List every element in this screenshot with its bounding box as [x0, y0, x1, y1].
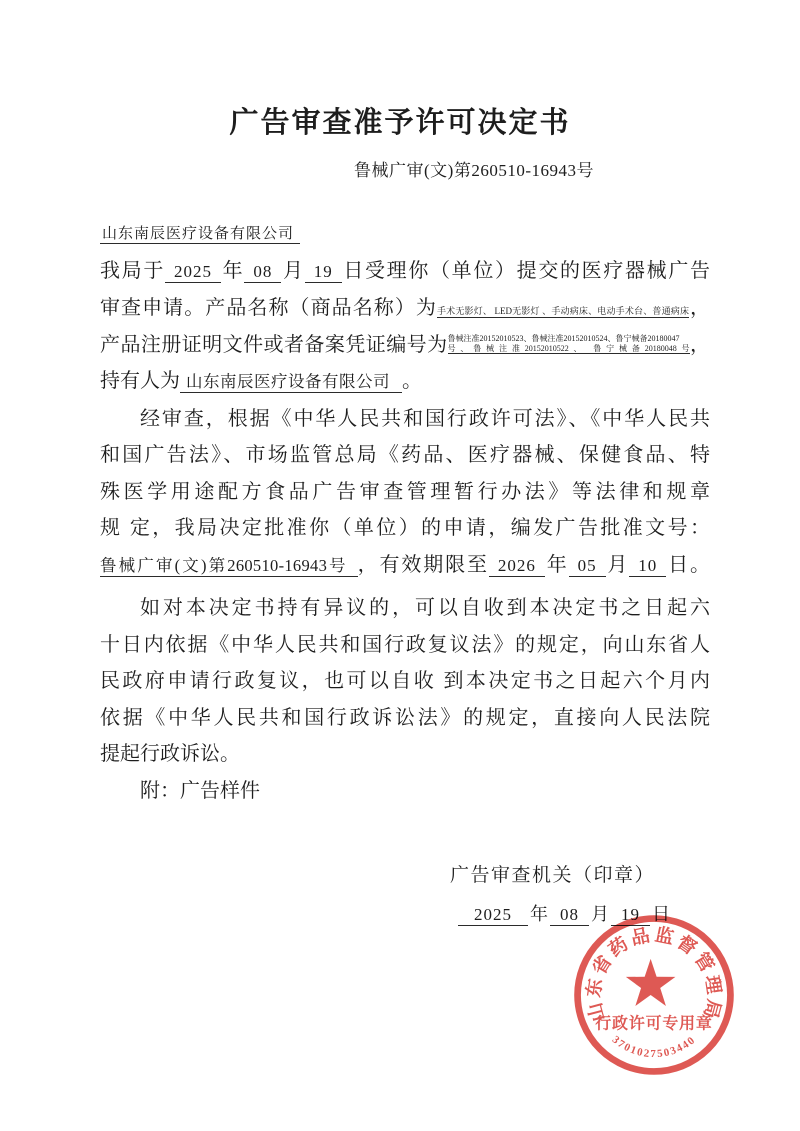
product-names-field: 手术无影灯、 LED无影灯 、手动病床、电动手术台、普通病床 — [436, 306, 689, 316]
text-segment: 我局于 — [100, 259, 165, 282]
seal-code-arc-text: 3701027503440 — [609, 1033, 699, 1061]
sign-year-field: 2025 — [458, 905, 528, 926]
accept-date-line — [100, 253, 710, 291]
expire-day-field: 10 — [629, 556, 666, 577]
official-seal — [570, 911, 738, 1079]
day-label: 日 — [652, 904, 670, 924]
year-label: 年 — [530, 904, 548, 924]
accept-month-field: 08 — [244, 262, 281, 283]
registration-numbers-field: 鲁械注准20152010523、鲁械注准20152010524、鲁宁械备20180047号、鲁械注准20152010522、 鲁宁械备20180048号 — [447, 334, 690, 353]
text-segment: 持有人为 — [100, 370, 180, 392]
body-line: 十日内依据《中华人民共和国行政复议法》的规定，向山东省人 — [100, 633, 710, 656]
body-line: 经审查，根据《中华人民共和国行政许可法》、《中华人民共 — [140, 407, 710, 430]
attachment-line: 附：广告样件 — [140, 779, 260, 802]
body-line: 民政府申请行政复议，也可以自收 到本决定书之日起六个月内 — [100, 670, 710, 692]
approval-number-field: 鲁械广审(文)第260510-16943号 — [100, 556, 358, 577]
holder-line — [100, 363, 710, 401]
expire-year-field: 2026 — [489, 556, 545, 577]
recipient-line — [100, 214, 710, 253]
document-title: 广告审查准予许可决定书 — [229, 107, 571, 139]
document-number: 鲁械广审(文)第260510-16943号 — [354, 161, 594, 180]
body-line: 依据《中华人民共和国行政诉讼法》的规定，直接向人民法院 — [100, 706, 710, 729]
product-name-line — [100, 290, 710, 327]
month-label: 月 — [605, 553, 630, 576]
text-segment: 日受理你（单位）提交的医疗器械广告 — [341, 259, 711, 282]
text-segment: 。 — [402, 370, 422, 392]
authority-label: 广告审查机关（印章） — [450, 865, 656, 886]
sign-month-field: 08 — [550, 905, 589, 926]
approval-line — [100, 547, 710, 585]
text-segment: ，有效期限至 — [357, 553, 489, 576]
sign-day-field: 19 — [611, 905, 650, 926]
year-label: 年 — [544, 553, 569, 576]
document-body — [100, 214, 710, 809]
body-line: 提起行政诉讼。 — [100, 743, 240, 765]
body-line: 如对本决定书持有异议的，可以自收到本决定书之日起六 — [140, 597, 710, 619]
seal-org-arc-text: 山东省药品监督管理局 — [583, 924, 725, 1024]
expire-month-field: 05 — [569, 556, 606, 577]
month-label: 月 — [281, 259, 305, 282]
text-segment: ， — [689, 333, 711, 356]
body-line: 殊医学用途配方食品广告审查管理暂行办法》等法律和规章 — [100, 480, 710, 503]
registration-number-line — [100, 327, 710, 364]
seal-purpose-text: 行政许可专用章 — [595, 1015, 713, 1033]
text-segment: 日。 — [666, 553, 711, 576]
seal-star-icon — [626, 959, 676, 1006]
year-label: 年 — [221, 259, 245, 282]
month-label: 月 — [591, 904, 609, 924]
text-segment: ， — [688, 297, 711, 319]
accept-day-field: 19 — [305, 262, 342, 283]
recipient-company: 山东南辰医疗设备有限公司 — [100, 226, 300, 244]
text-segment: 审查申请。产品名称（商品名称）为 — [100, 297, 437, 319]
accept-year-field: 2025 — [165, 262, 221, 283]
body-line: 规 定，我局决定批准你（单位）的申请，编发广告批准文号： — [100, 517, 710, 539]
holder-field: 山东南辰医疗设备有限公司 — [180, 372, 402, 393]
text-segment: 产品注册证明文件或者备案凭证编号为 — [100, 333, 448, 356]
body-line: 和国广告法》、市场监管总局《药品、医疗器械、保健食品、特 — [100, 444, 710, 466]
